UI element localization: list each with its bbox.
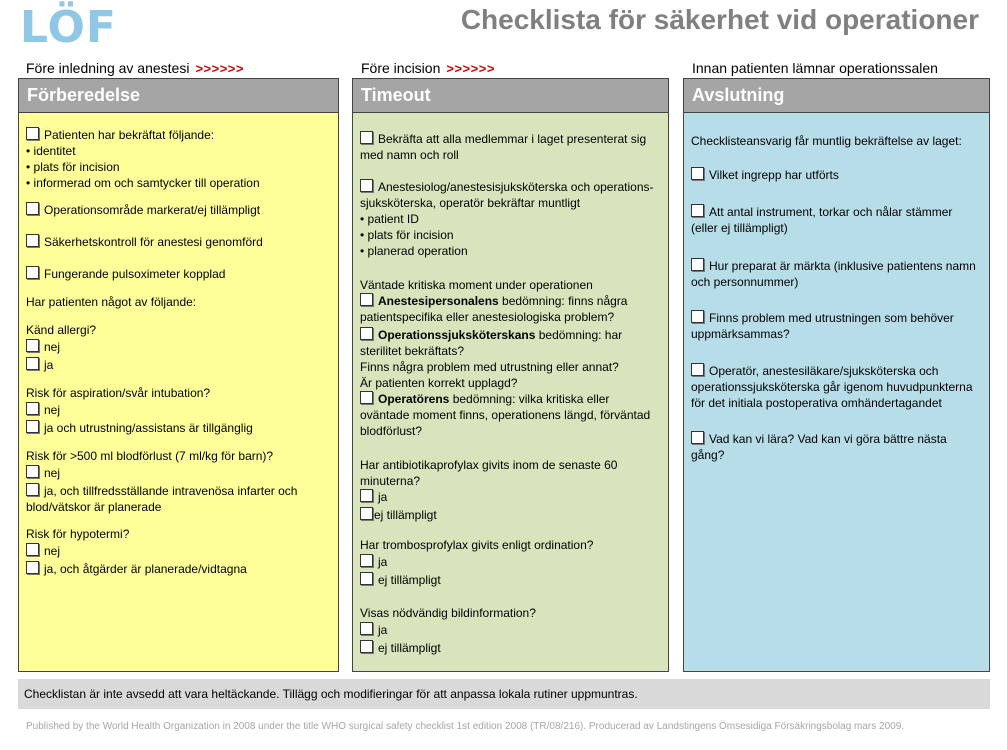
question: Visas nödvändig bildinformation? <box>360 606 536 620</box>
checkbox[interactable] <box>26 561 39 574</box>
phase-text: Före incision <box>361 60 441 76</box>
question: Har patienten något av följande: <box>26 295 197 309</box>
checklist-item <box>691 310 985 342</box>
question-text: Har antibiotikaprofylax givits inom de senaste 60 <box>360 458 618 472</box>
checkbox[interactable] <box>26 483 39 496</box>
item-label: ja, och tillfredsställande intravenösa infarter och <box>44 484 298 498</box>
checklist-item <box>360 391 664 439</box>
checkbox[interactable] <box>26 339 39 352</box>
checkbox[interactable] <box>26 234 39 247</box>
question: Risk för >500 ml blodförlust (7 ml/kg för barn)? <box>26 449 274 463</box>
checkbox[interactable] <box>691 258 704 271</box>
checklist-item <box>360 179 664 259</box>
phase-arrows: >>>>>> <box>446 61 495 76</box>
checkbox[interactable] <box>360 640 373 653</box>
checkbox[interactable] <box>691 363 704 376</box>
column-forberedelse <box>18 78 339 672</box>
column-heading: Avslutning <box>684 79 989 113</box>
item-label-bold: Anestesipersonalens <box>378 294 499 308</box>
checkbox[interactable] <box>360 489 373 502</box>
item-label: ja och utrustning/assistans är tillgänglig <box>44 421 253 435</box>
checkbox[interactable] <box>691 310 704 323</box>
item-label-cont: oväntade moment finns, operationens längd, förväntad <box>360 408 651 422</box>
checkbox[interactable] <box>26 402 39 415</box>
item-label-cont: för det initiala postoperativa omhändertagandet <box>691 396 942 410</box>
checkbox[interactable] <box>26 266 39 279</box>
checklist-item <box>691 431 985 463</box>
item-sub: • identitet <box>26 144 76 158</box>
item-label: Patienten har bekräftat följande: <box>44 128 215 142</box>
item-label-cont: patientspecifika eller anestesiologiska problem? <box>360 310 615 324</box>
item-label-cont: sterilitet bekräftats? <box>360 344 465 358</box>
phase-label-3 <box>692 60 938 76</box>
checklist-item <box>26 483 334 515</box>
checkbox[interactable] <box>26 127 39 140</box>
checklist-item <box>691 167 985 183</box>
question: Risk för aspiration/svår intubation? <box>26 386 211 400</box>
checkbox[interactable] <box>360 293 373 306</box>
checkbox[interactable] <box>26 543 39 556</box>
checkbox[interactable] <box>360 554 373 567</box>
disclaimer-note: Checklistan är inte avsedd att vara heltäckande. Tillägg och modifieringar för att anpassa lokala rutiner uppmuntras. <box>18 679 990 709</box>
checkbox[interactable] <box>360 391 373 404</box>
checklist-item <box>26 561 334 577</box>
item-label: Operatör, anestesiläkare/sjuksköterska och <box>709 364 939 378</box>
item-label: ja, och åtgärder är planerade/vidtagna <box>44 562 247 576</box>
column-heading: Timeout <box>353 79 668 113</box>
checklist-item <box>360 572 664 588</box>
checklist-item <box>360 327 664 391</box>
phase-arrows: >>>>>> <box>195 61 244 76</box>
item-sub: • planerad operation <box>360 244 468 258</box>
checkbox[interactable] <box>360 507 373 520</box>
phase-text: Innan patienten lämnar operationssalen <box>692 60 938 76</box>
item-label: nej <box>44 466 61 480</box>
lof-logo: LÖF <box>20 2 117 53</box>
item-label-cont: gång? <box>691 448 725 462</box>
checkbox[interactable] <box>691 431 704 444</box>
item-label: Fungerande pulsoximeter kopplad <box>44 267 226 281</box>
item-label: Bekräfta att alla medlemmar i laget presenterat sig <box>378 132 647 146</box>
checklist-item <box>360 131 664 163</box>
item-label: nej <box>44 403 61 417</box>
item-label: Hur preparat är märkta (inklusive patientens namn <box>709 259 976 273</box>
item-label: ja <box>378 623 388 637</box>
item-label: Finns problem med utrustningen som behöver <box>709 311 954 325</box>
item-sub: • plats för incision <box>360 228 454 242</box>
item-sub: • patient ID <box>360 212 419 226</box>
phase-label-2 <box>361 60 495 76</box>
item-label: nej <box>44 544 61 558</box>
checkbox[interactable] <box>691 204 704 217</box>
item-label: Att antal instrument, torkar och nålar stämmer <box>709 205 953 219</box>
item-label-cont: operationssjuksköterska går igenom huvudpunkterna <box>691 380 973 394</box>
item-label-cont: och personnummer) <box>691 275 799 289</box>
item-label: bedömning: finns några <box>498 294 628 308</box>
item-label-cont: sjuksköterska, operatör bekräftar muntligt <box>360 196 581 210</box>
question: Har trombosprofylax givits enligt ordination? <box>360 538 594 552</box>
item-label: bedömning: har <box>535 328 623 342</box>
item-sub: • informerad om och samtycker till operation <box>26 176 260 190</box>
checklist-item <box>360 293 664 325</box>
question-text-cont: minuterna? <box>360 474 421 488</box>
item-label: bedömning: vilka kritiska eller <box>449 392 610 406</box>
checklist-item <box>360 489 664 505</box>
checklist-item <box>26 202 334 218</box>
item-label: ej tillämpligt <box>378 573 441 587</box>
phase-label-1 <box>26 60 244 76</box>
item-label-bold: Operationssjuksköterskans <box>378 328 536 342</box>
item-label-cont: Finns några problem med utrustning eller annat? <box>360 360 619 374</box>
checklist-item <box>26 266 334 282</box>
checklist-item <box>691 363 985 411</box>
checklist-item <box>26 234 334 250</box>
item-label: Operationsområde markerat/ej tillämpligt <box>44 203 261 217</box>
checkbox[interactable] <box>360 131 373 144</box>
checklist-item <box>26 402 334 418</box>
column-timeout <box>352 78 669 672</box>
item-label: ja <box>378 490 388 504</box>
checkbox[interactable] <box>360 179 373 192</box>
item-sub: • plats för incision <box>26 160 120 174</box>
item-label-cont: Är patienten korrekt upplagd? <box>360 376 518 390</box>
checkbox[interactable] <box>26 420 39 433</box>
checkbox[interactable] <box>26 357 39 370</box>
checklist-item <box>26 339 334 355</box>
checklist-item <box>691 204 985 236</box>
checklist-item <box>360 640 664 656</box>
item-label: ja <box>378 555 388 569</box>
item-label-cont: blod/vätskor är planerade <box>26 500 162 514</box>
checklist-item <box>26 543 334 559</box>
checklist-item <box>360 622 664 638</box>
column-heading: Förberedelse <box>19 79 338 113</box>
checklist-item <box>26 465 334 481</box>
item-label: Anestesiolog/anestesisjuksköterska och operations- <box>378 180 654 194</box>
checklist-item <box>360 507 664 523</box>
item-label: Säkerhetskontroll för anestesi genomförd <box>44 235 263 249</box>
question <box>360 457 664 489</box>
item-label: nej <box>44 340 61 354</box>
item-label-cont: (eller ej tillämpligt) <box>691 221 788 235</box>
item-label-cont: blodförlust? <box>360 424 423 438</box>
checklist-item <box>691 258 985 290</box>
checkbox[interactable] <box>360 327 373 340</box>
item-label: ej tillämpligt <box>374 508 437 522</box>
checklist-item <box>26 127 334 191</box>
item-label: ja <box>44 358 54 372</box>
item-label: ej tillämpligt <box>378 641 441 655</box>
question: Känd allergi? <box>26 323 97 337</box>
checkbox[interactable] <box>691 167 704 180</box>
page-title: Checklista för säkerhet vid operationer <box>460 4 979 35</box>
checkbox[interactable] <box>26 202 39 215</box>
item-label-cont: med namn och roll <box>360 148 459 162</box>
checklist-item <box>360 554 664 570</box>
question: Väntade kritiska moment under operationen <box>360 278 593 292</box>
checkbox[interactable] <box>360 572 373 585</box>
checklist-item <box>26 420 334 436</box>
item-label: Vad kan vi lära? Vad kan vi göra bättre nästa <box>709 432 947 446</box>
question: Risk för hypotermi? <box>26 527 130 541</box>
item-label-cont: uppmärksammas? <box>691 327 790 341</box>
question: Checklisteansvarig får muntlig bekräftelse av laget: <box>691 134 962 148</box>
checkbox[interactable] <box>26 465 39 478</box>
column-avslutning <box>683 78 990 672</box>
checkbox[interactable] <box>360 622 373 635</box>
footer-credit: Published by the World Health Organization in 2008 under the title WHO surgical safety checklist 1st edition 2008 (TR/08/216). Producerad av Landstingens Ömsesidiga Försäkringsbolag mars 2009. <box>26 721 905 732</box>
item-label-bold: Operatörens <box>378 392 450 406</box>
phase-text: Före inledning av anestesi <box>26 60 190 76</box>
item-label: Vilket ingrepp har utförts <box>709 168 839 182</box>
checklist-item <box>26 357 334 373</box>
